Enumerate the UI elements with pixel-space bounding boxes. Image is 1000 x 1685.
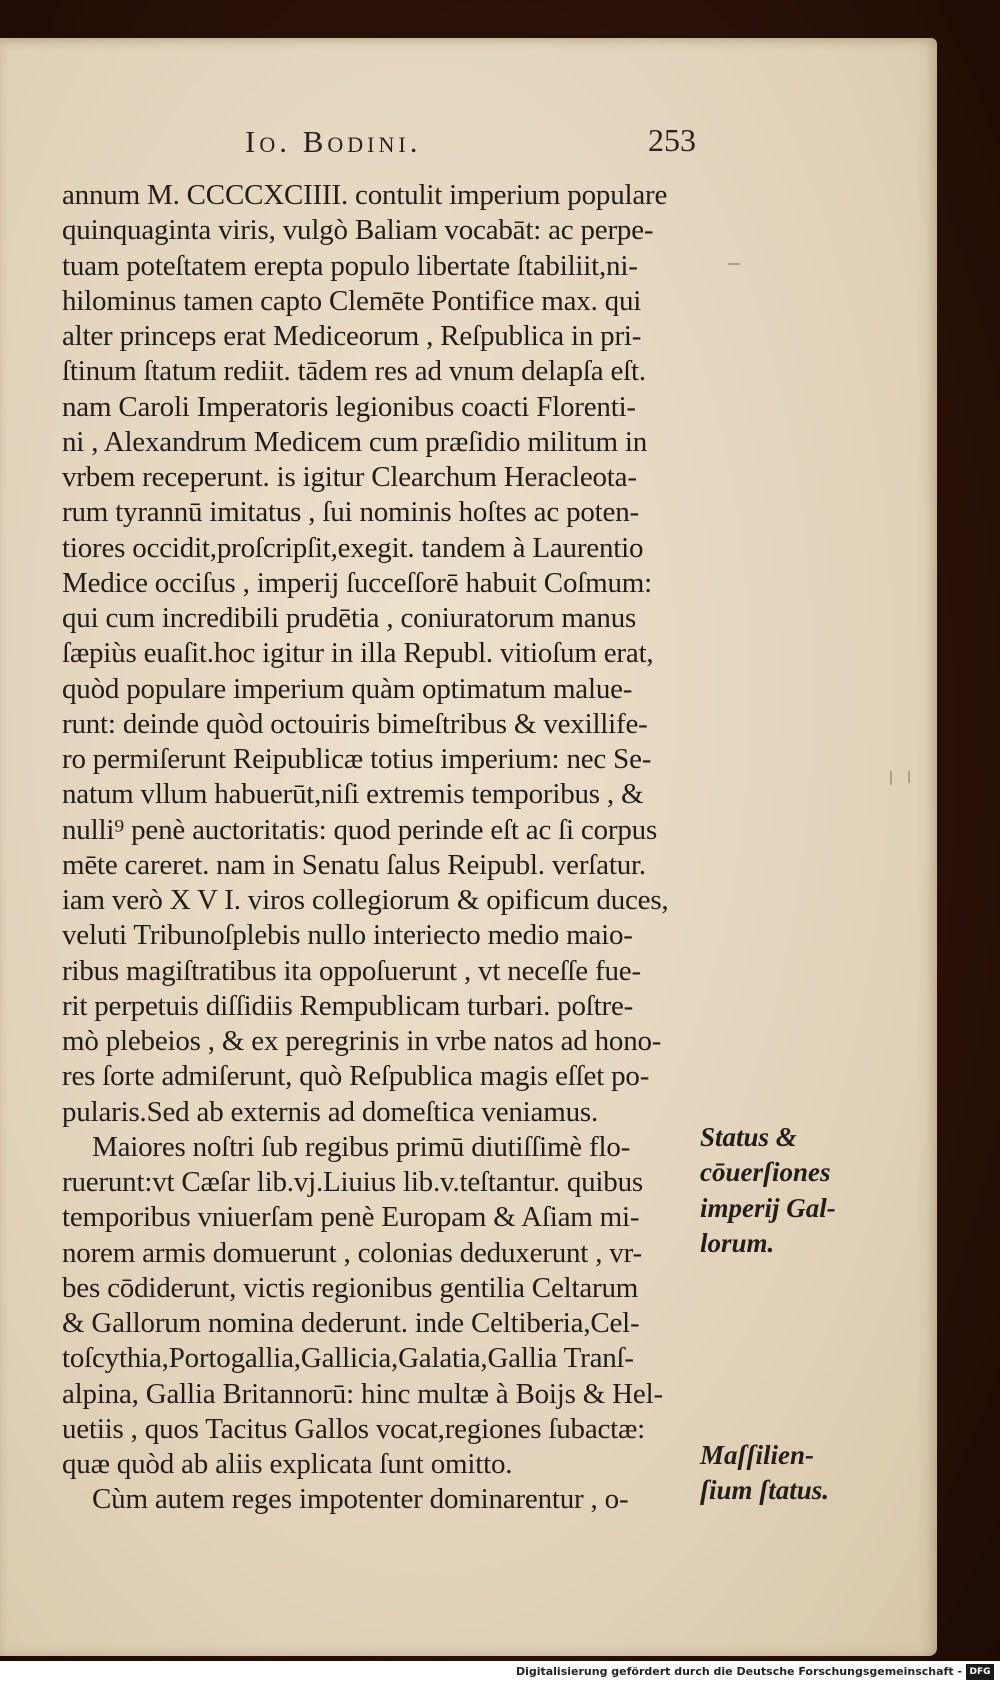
- paper-blemish: [908, 771, 910, 783]
- text-line: bes cōdiderunt, victis regionibus gentilia Celtarum: [62, 1271, 639, 1304]
- text-line: quæ quòd ab aliis explicata ſunt omitto.: [62, 1448, 513, 1480]
- text-line: mò plebeios , & ex peregrinis in vrbe natos ad hono-: [62, 1025, 662, 1057]
- text-line: ro permiſerunt Reipublicæ totius imperium: nec Se-: [62, 743, 652, 775]
- text-line: iam verò X V I. viros collegiorum & opificum duces,: [62, 884, 669, 916]
- text-line: runt: deinde quòd octouiris bimeſtribus & vexillife-: [62, 707, 648, 740]
- text-line: alpina, Gallia Britannorū: hinc multæ à Boijs & Hel-: [62, 1377, 663, 1410]
- running-head: Io. Bodini.: [245, 124, 422, 159]
- text-line: tiores occidit,proſcripſit,exegit. tandem à Laurentio: [62, 531, 644, 564]
- text-line: ribus magiſtratibus ita oppoſuerunt , vt neceſſe fue-: [62, 954, 641, 987]
- funding-credit: Digitalisierung gefördert durch die Deutsche Forschungsgemeinschaft -: [515, 1665, 962, 1678]
- text-line: annum M. CCCCXCIIII. contulit imperium populare: [62, 179, 668, 211]
- text-line: nulli⁹ penè auctoritatis: quod perinde eſt ac ſi corpus: [62, 813, 658, 846]
- page-number: 253: [648, 122, 696, 158]
- paragraph-start-line: Cùm autem reges impotenter dominarentur , o-: [92, 1483, 629, 1516]
- text-line: rit perpetuis diſſidiis Rempublicam turbari. poſtre-: [62, 989, 634, 1022]
- marginal-note: Status &: [700, 1122, 797, 1152]
- dfg-logo: DFG: [966, 1664, 994, 1680]
- text-line: ruerunt:vt Cæſar lib.vj.Liuius lib.v.teſtantur. quibus: [62, 1166, 643, 1198]
- marginal-note: imperij Gal-: [700, 1192, 836, 1223]
- marginal-note: cōuerſiones: [700, 1157, 831, 1188]
- main-text: [62, 178, 702, 1518]
- text-line: mēte careret. nam in Senatu ſalus Reipubl. verſatur.: [62, 848, 646, 881]
- text-line: toſcythia,Portogallia,Gallicia,Galatia,Gallia Tranſ-: [62, 1342, 634, 1375]
- text-line: alter princeps erat Mediceorum , Reſpublica in pri-: [62, 320, 642, 352]
- text-line: ni , Alexandrum Medicem cum præſidio militum in: [62, 425, 648, 458]
- text-line: tuam poteſtatem erepta populo libertate ſtabiliit,ni-: [62, 249, 638, 282]
- text-line: veluti Tribunoſplebis nullo interiecto medio maio-: [62, 919, 633, 952]
- text-line: nam Caroli Imperatoris legionibus coacti Florenti-: [62, 390, 636, 423]
- text-line: hilominus tamen capto Clemēte Pontifice max. qui: [62, 284, 642, 317]
- marginal-notes: [700, 1120, 890, 1509]
- text-line: & Gallorum nomina dederunt. inde Celtiberia,Cel-: [62, 1307, 640, 1339]
- text-line: ſæpiùs euaſit.hoc igitur in illa Republ. vitioſum erat,: [62, 637, 654, 670]
- marginal-note: Maſſilien-: [700, 1440, 814, 1470]
- text-line: Medice occiſus , imperij ſucceſſorē habuit Coſmum:: [62, 566, 652, 599]
- text-line: temporibus vniuerſam penè Europam & Aſiam mi-: [62, 1201, 640, 1234]
- paragraph-start-line: Maiores noſtri ſub regibus primū diutiſſimè flo-: [92, 1130, 631, 1163]
- marginal-note: lorum.: [700, 1227, 775, 1258]
- text-line: res ſorte admiſerunt, quò Reſpublica magis eſſet po-: [62, 1060, 650, 1093]
- text-line: natum vllum habuerūt,niſi extremis temporibus , &: [62, 778, 644, 811]
- text-line: uetiis , quos Tacitus Gallos vocat,regiones ſubactæ:: [62, 1412, 646, 1445]
- book-page: [0, 38, 937, 1656]
- text-line: rum tyrannū imitatus , ſui nominis hoſtes ac poten-: [62, 496, 639, 529]
- paper-blemish: [890, 771, 892, 785]
- paper-blemish: [728, 263, 740, 265]
- marginal-note: ſium ſtatus.: [700, 1475, 830, 1506]
- text-line: quòd populare imperium quàm optimatum malue-: [62, 672, 633, 705]
- text-line: ſtinum ſtatum rediit. tādem res ad vnum delapſa eſt.: [62, 355, 646, 388]
- digitization-footer: [0, 1661, 1000, 1685]
- text-line: qui cum incredibili prudētia , coniuratorum manus: [62, 602, 637, 634]
- text-line: quinquaginta viris, vulgò Baliam vocabāt: ac perpe-: [62, 214, 654, 247]
- text-line: norem armis domuerunt , colonias deduxerunt , vr-: [62, 1236, 642, 1269]
- text-line: pularis.Sed ab externis ad domeſtica veniamus.: [62, 1095, 599, 1128]
- text-line: vrbem receperunt. is igitur Clearchum Heracleota-: [62, 461, 637, 493]
